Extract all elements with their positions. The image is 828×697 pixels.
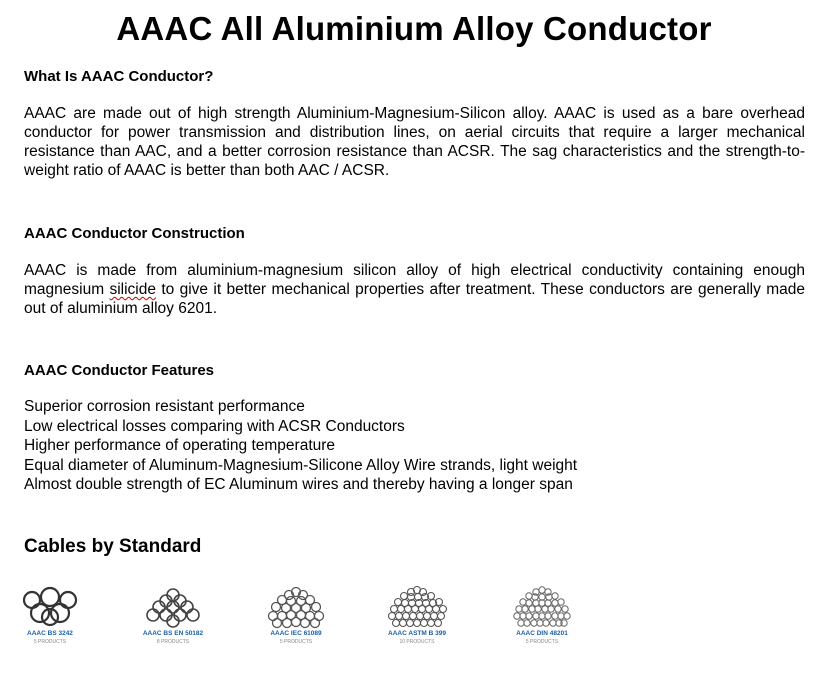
construction-text-part2: to give it better mechanical properties after treatment. These conductors are generally made out of aluminium alloy 6201. <box>24 281 805 317</box>
standard-card-din-48201[interactable] <box>487 585 597 645</box>
standard-card-bs-en-50182[interactable] <box>118 585 228 645</box>
features-list <box>24 397 577 495</box>
spellcheck-word: silicide <box>109 281 156 298</box>
conductor-cross-section-icon <box>143 585 203 629</box>
conductor-cross-section-icon <box>507 585 577 629</box>
product-count: 5 PRODUCTS <box>279 639 313 645</box>
standard-label: AAAC BS 3242 <box>27 630 73 637</box>
list-item: Low electrical losses comparing with ACSR Conductors <box>24 417 405 435</box>
standard-card-astm-b399[interactable] <box>362 585 472 645</box>
list-item: Superior corrosion resistant performance <box>24 398 305 415</box>
standard-label: AAAC DIN 48201 <box>516 630 568 637</box>
standard-label: AAAC ASTM B 399 <box>388 630 446 637</box>
product-count: 10 PRODUCTS <box>399 639 435 645</box>
standard-card-iec-61089[interactable] <box>241 585 351 645</box>
list-item: Almost double strength of EC Aluminum wires and thereby having a longer span <box>24 476 573 493</box>
construction-text-part1: AAAC is made from aluminium-magnesium silicon alloy of high electrical conductivity containing enough magnesium <box>24 262 805 298</box>
section-heading-construction: AAAC Conductor Construction <box>24 225 245 242</box>
product-count: 5 PRODUCTS <box>33 639 67 645</box>
conductor-cross-section-icon <box>382 585 452 629</box>
standard-card-bs3242[interactable] <box>0 585 105 645</box>
standard-label: AAAC BS EN 50182 <box>142 630 204 637</box>
product-count: 8 PRODUCTS <box>156 639 190 645</box>
list-item: Higher performance of operating temperature <box>24 437 336 454</box>
list-item: Equal diameter of Aluminum-Magnesium-Silicone Alloy Wire strands, light weight <box>24 456 578 474</box>
section-heading-features: AAAC Conductor Features <box>24 362 215 379</box>
section-body-construction <box>24 261 805 318</box>
page-title: AAAC All Aluminium Alloy Conductor <box>116 10 712 47</box>
section-heading-what-is: What Is AAAC Conductor? <box>24 68 214 85</box>
conductor-cross-section-icon <box>263 585 329 629</box>
standard-label: AAAC IEC 61089 <box>270 630 322 637</box>
standards-heading: Cables by Standard <box>24 536 202 557</box>
section-body-what-is: AAAC are made out of high strength Aluminium-Magnesium-Silicon alloy. AAAC is used as a bare overhead conductor for power transmission and distribution lines, on aerial circuits that require a larger mechanical resistance than AAC, and a better corrosion resistance than ACSR. The sag characteristics and the strength-to-weight ratio of AAAC is better than both AAC / ACSR. <box>24 105 805 179</box>
conductor-cross-section-icon <box>20 585 80 629</box>
product-count: 5 PRODUCTS <box>525 639 559 645</box>
